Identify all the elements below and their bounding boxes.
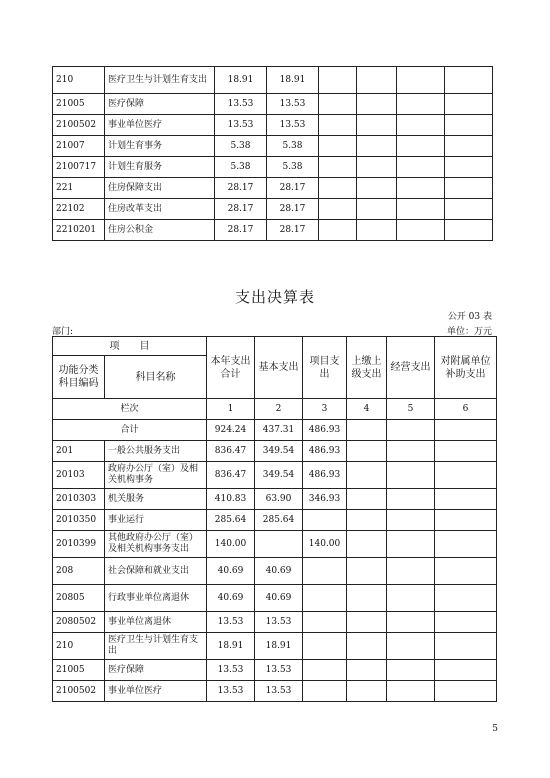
cell-name: 其他政府办公厅（室）及相关机构事务支出 — [105, 531, 207, 558]
cell-subsidy — [435, 612, 497, 633]
table-row — [53, 558, 497, 585]
cell-basic: 285.64 — [255, 510, 303, 531]
expenditure-table — [52, 336, 497, 702]
table-row — [53, 462, 497, 489]
cell-business — [387, 510, 435, 531]
cell-project — [319, 178, 357, 199]
cell-upper — [357, 199, 397, 220]
cell-total: 836.47 — [207, 441, 255, 462]
cell-total: 285.64 — [207, 510, 255, 531]
cell-total: 18.91 — [207, 633, 255, 660]
cell-business — [387, 441, 435, 462]
cell-upper — [357, 115, 397, 136]
column-index-label: 栏次 — [53, 399, 207, 420]
column-index: 5 — [387, 399, 435, 420]
cell-total: 28.17 — [215, 199, 267, 220]
cell-subsidy — [435, 633, 497, 660]
cell-basic: 40.69 — [255, 558, 303, 585]
cell-upper — [347, 612, 387, 633]
cell-basic: 28.17 — [267, 199, 319, 220]
cell-project: 486.93 — [303, 441, 347, 462]
table-row — [53, 660, 497, 681]
table-row — [53, 510, 497, 531]
cell-project — [319, 157, 357, 178]
cell-total: 410.83 — [207, 489, 255, 510]
cell-project: 140.00 — [303, 531, 347, 558]
cell-basic: 40.69 — [255, 585, 303, 612]
cell-basic: 28.17 — [267, 220, 319, 241]
cell-subsidy — [435, 681, 497, 702]
cell-basic: 63.90 — [255, 489, 303, 510]
cell-basic: 349.54 — [255, 441, 303, 462]
cell-upper — [347, 489, 387, 510]
cell-code: 2010303 — [53, 489, 105, 510]
cell-total: 13.53 — [207, 612, 255, 633]
page-title: 支出决算表 — [234, 288, 315, 306]
cell-basic: 349.54 — [255, 462, 303, 489]
cell-project — [303, 660, 347, 681]
cell-code: 208 — [53, 558, 105, 585]
cell-total: 28.17 — [215, 220, 267, 241]
cell-business — [387, 420, 435, 441]
cell-subsidy — [435, 558, 497, 585]
cell-code: 21005 — [53, 660, 105, 681]
cell-total: 5.38 — [215, 136, 267, 157]
cell-code: 221 — [53, 178, 105, 199]
cell-upper — [347, 558, 387, 585]
cell-subsidy — [445, 157, 493, 178]
cell-subsidy — [435, 660, 497, 681]
cell-business — [397, 157, 445, 178]
cell-project — [303, 681, 347, 702]
cell-code: 210 — [53, 633, 105, 660]
cell-subsidy — [445, 67, 493, 94]
cell-subsidy — [435, 531, 497, 558]
column-index-row — [53, 399, 497, 420]
header-total: 本年支出合计 — [207, 337, 255, 399]
cell-upper — [357, 136, 397, 157]
cell-total: 13.53 — [215, 94, 267, 115]
cell-code: 2080502 — [53, 612, 105, 633]
cell-total: 140.00 — [207, 531, 255, 558]
cell-total: 28.17 — [215, 178, 267, 199]
cell-basic: 18.91 — [255, 633, 303, 660]
table-row — [53, 199, 493, 220]
table-row — [53, 489, 497, 510]
header-func-code: 功能分类科目编码 — [53, 356, 105, 399]
cell-business — [387, 660, 435, 681]
table-row — [53, 178, 493, 199]
cell-subsidy — [435, 585, 497, 612]
cell-total: 18.91 — [215, 67, 267, 94]
table-row — [53, 115, 493, 136]
unit-label: 单位：万元 — [446, 327, 492, 337]
cell-project — [303, 612, 347, 633]
cell-name: 医疗保障 — [105, 94, 215, 115]
cell-basic: 13.53 — [255, 660, 303, 681]
cell-basic: 18.91 — [267, 67, 319, 94]
table-row — [53, 681, 497, 702]
cell-business — [387, 681, 435, 702]
cell-name: 事业运行 — [105, 510, 207, 531]
cell-total: 5.38 — [215, 157, 267, 178]
cell-code: 2210201 — [53, 220, 105, 241]
cell-code: 20103 — [53, 462, 105, 489]
cell-business — [397, 199, 445, 220]
table-row — [53, 612, 497, 633]
cell-subsidy — [445, 136, 493, 157]
cell-subsidy — [445, 178, 493, 199]
header-business: 经营支出 — [387, 337, 435, 399]
table-row — [53, 136, 493, 157]
total-row — [53, 420, 497, 441]
cell-basic: 13.53 — [255, 681, 303, 702]
continuation-table — [52, 66, 493, 241]
cell-code: 2010350 — [53, 510, 105, 531]
cell-project — [319, 220, 357, 241]
cell-upper — [357, 94, 397, 115]
cell-project — [303, 633, 347, 660]
cell-basic: 28.17 — [267, 178, 319, 199]
cell-name: 社会保障和就业支出 — [105, 558, 207, 585]
cell-project — [319, 136, 357, 157]
cell-project — [303, 585, 347, 612]
table-row — [53, 441, 497, 462]
cell-total: 924.24 — [207, 420, 255, 441]
cell-name: 计划生育事务 — [105, 136, 215, 157]
table-row — [53, 67, 493, 94]
cell-business — [397, 67, 445, 94]
cell-name: 计划生育服务 — [105, 157, 215, 178]
cell-upper — [357, 220, 397, 241]
cell-code: 2100502 — [53, 115, 105, 136]
column-index: 3 — [303, 399, 347, 420]
cell-code: 2010399 — [53, 531, 105, 558]
cell-business — [397, 220, 445, 241]
header-item: 项 目 — [53, 337, 207, 356]
cell-total: 40.69 — [207, 558, 255, 585]
cell-subsidy — [435, 420, 497, 441]
column-index: 4 — [347, 399, 387, 420]
cell-code: 21005 — [53, 94, 105, 115]
cell-subsidy — [435, 462, 497, 489]
cell-upper — [347, 441, 387, 462]
cell-subsidy — [445, 94, 493, 115]
column-index: 1 — [207, 399, 255, 420]
header-project: 项目支出 — [303, 337, 347, 399]
cell-name: 一般公共服务支出 — [105, 441, 207, 462]
cell-upper — [347, 420, 387, 441]
cell-name: 行政事业单位离退休 — [105, 585, 207, 612]
cell-name: 机关服务 — [105, 489, 207, 510]
cell-basic: 13.53 — [267, 115, 319, 136]
cell-project — [319, 67, 357, 94]
cell-name: 医疗卫生与计划生育支出 — [105, 67, 215, 94]
cell-subsidy — [445, 220, 493, 241]
table-row — [53, 157, 493, 178]
cell-code: 21007 — [53, 136, 105, 157]
cell-total: 13.53 — [215, 115, 267, 136]
header-basic: 基本支出 — [255, 337, 303, 399]
cell-project — [319, 115, 357, 136]
cell-upper — [347, 585, 387, 612]
cell-project — [319, 199, 357, 220]
form-number: 公开 03 表 — [447, 312, 492, 322]
cell-name: 医疗保障 — [105, 660, 207, 681]
cell-business — [397, 94, 445, 115]
cell-total: 13.53 — [207, 681, 255, 702]
cell-upper — [357, 67, 397, 94]
table-row — [53, 633, 497, 660]
cell-code: 210 — [53, 67, 105, 94]
cell-name: 政府办公厅（室）及相关机构事务 — [105, 462, 207, 489]
table-row — [53, 94, 493, 115]
column-index: 6 — [435, 399, 497, 420]
cell-total: 836.47 — [207, 462, 255, 489]
cell-business — [387, 585, 435, 612]
cell-basic: 13.53 — [267, 94, 319, 115]
total-label: 合计 — [53, 420, 207, 441]
cell-code: 22102 — [53, 199, 105, 220]
table-row — [53, 531, 497, 558]
cell-subsidy — [445, 199, 493, 220]
cell-upper — [347, 660, 387, 681]
cell-basic — [255, 531, 303, 558]
header-subject-name: 科目名称 — [105, 356, 207, 399]
cell-name: 住房保障支出 — [105, 178, 215, 199]
cell-subsidy — [435, 489, 497, 510]
cell-business — [387, 633, 435, 660]
cell-business — [387, 612, 435, 633]
cell-project — [303, 510, 347, 531]
table-row — [53, 585, 497, 612]
cell-upper — [347, 681, 387, 702]
cell-upper — [347, 510, 387, 531]
cell-name: 事业单位医疗 — [105, 681, 207, 702]
cell-upper — [357, 157, 397, 178]
cell-subsidy — [435, 510, 497, 531]
cell-upper — [347, 462, 387, 489]
cell-name: 住房公积金 — [105, 220, 215, 241]
cell-business — [387, 489, 435, 510]
header-upper: 上缴上级支出 — [347, 337, 387, 399]
cell-project — [319, 94, 357, 115]
cell-total: 40.69 — [207, 585, 255, 612]
cell-business — [397, 136, 445, 157]
cell-business — [387, 558, 435, 585]
cell-project: 486.93 — [303, 420, 347, 441]
header-subsidy: 对附属单位补助支出 — [435, 337, 497, 399]
cell-project: 346.93 — [303, 489, 347, 510]
cell-name: 住房改革支出 — [105, 199, 215, 220]
cell-basic: 5.38 — [267, 157, 319, 178]
cell-code: 20805 — [53, 585, 105, 612]
cell-business — [387, 531, 435, 558]
table-row — [53, 220, 493, 241]
cell-subsidy — [435, 441, 497, 462]
column-index: 2 — [255, 399, 303, 420]
cell-name: 医疗卫生与计划生育支出 — [105, 633, 207, 660]
cell-business — [387, 462, 435, 489]
header-row — [53, 337, 497, 356]
cell-project — [303, 558, 347, 585]
cell-subsidy — [445, 115, 493, 136]
cell-upper — [347, 531, 387, 558]
cell-upper — [347, 633, 387, 660]
page-number: 5 — [492, 724, 498, 734]
cell-name: 事业单位医疗 — [105, 115, 215, 136]
cell-code: 201 — [53, 441, 105, 462]
cell-total: 13.53 — [207, 660, 255, 681]
cell-upper — [357, 178, 397, 199]
cell-business — [397, 115, 445, 136]
cell-basic: 13.53 — [255, 612, 303, 633]
cell-name: 事业单位离退休 — [105, 612, 207, 633]
cell-project: 486.93 — [303, 462, 347, 489]
department-label: 部门: — [52, 327, 74, 337]
cell-business — [397, 178, 445, 199]
cell-basic: 437.31 — [255, 420, 303, 441]
cell-basic: 5.38 — [267, 136, 319, 157]
cell-code: 2100717 — [53, 157, 105, 178]
cell-code: 2100502 — [53, 681, 105, 702]
